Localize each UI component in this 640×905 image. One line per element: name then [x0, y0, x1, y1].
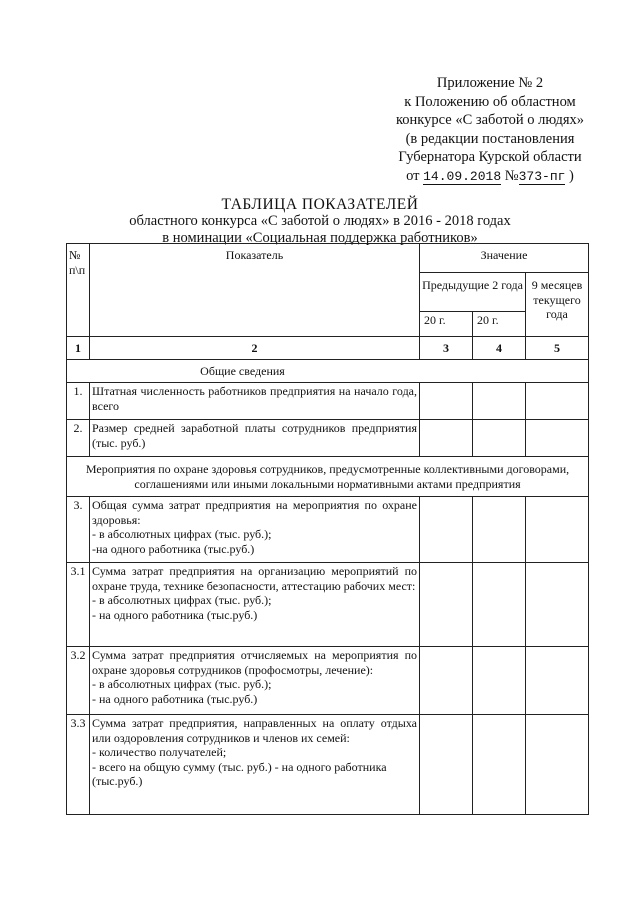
row-indicator-text: Сумма затрат предприятия на организацию мероприятий по охране труда, технике безопасности, аттестацию рабочих мест:: [92, 564, 417, 593]
row-indicator-sub-2: -на одного работника (тыс.руб.): [92, 541, 255, 556]
header-value: Значение: [420, 244, 589, 273]
value-cell: [526, 497, 589, 563]
header-previous-years: Предыдущие 2 года: [420, 273, 526, 312]
date-value: 14.09.2018: [423, 168, 502, 184]
row-indicator-text: Сумма затрат предприятия, направленных на оплату отдыха или оздоровления сотрудников и членов их семей:: [92, 716, 417, 745]
row-number: 3.2: [67, 647, 90, 715]
value-cell: [420, 420, 473, 457]
column-number-3: 3: [420, 337, 473, 360]
value-cell: [526, 715, 589, 815]
column-number-1: 1: [67, 337, 90, 360]
date-suffix: ): [569, 167, 574, 184]
row-indicator-sub-1: - в абсолютных цифрах (тыс. руб.);: [92, 677, 272, 691]
row-indicator-sub-2: - на одного работника (тыс.руб.): [92, 607, 258, 622]
value-cell: [473, 383, 526, 420]
value-cell: [473, 563, 526, 647]
row-indicator-sub-2: - на одного работника (тыс.руб.): [92, 691, 258, 706]
value-cell: [473, 497, 526, 563]
column-number-4: 4: [473, 337, 526, 360]
row-indicator: Размер средней заработной платы сотрудников предприятия (тыс. руб.): [90, 420, 420, 457]
section-health-measures: Мероприятия по охране здоровья сотрудников, предусмотренные коллективными договорами, соглашениями или иными локальными нормативными актами предприятия: [67, 457, 589, 497]
value-cell: [526, 563, 589, 647]
section-general-info-label: Общие сведения: [200, 363, 285, 378]
header-year-2: 20 г.: [473, 312, 526, 337]
column-number-2: 2: [90, 337, 420, 360]
appendix-line-5: Губернатора Курской области: [398, 149, 582, 165]
row-number: 3.3: [67, 715, 90, 815]
table-row: [67, 715, 589, 815]
value-cell: [473, 647, 526, 715]
appendix-line-2: к Положению об областном: [404, 93, 576, 110]
appendix-header: [370, 74, 610, 186]
column-number-5: 5: [526, 337, 589, 360]
value-cell: [526, 420, 589, 457]
table-row: [67, 383, 589, 420]
value-cell: [420, 383, 473, 420]
row-indicator: [90, 647, 420, 715]
header-year-1: 20 г.: [420, 312, 473, 337]
appendix-line-1: Приложение № 2: [436, 75, 544, 91]
value-cell: [526, 647, 589, 715]
title-line-1: ТАБЛИЦА ПОКАЗАТЕЛЕЙ: [221, 196, 419, 213]
date-prefix: от: [406, 167, 420, 184]
value-cell: [420, 715, 473, 815]
value-cell: [420, 647, 473, 715]
table-row: [67, 563, 589, 647]
document-title: [40, 196, 600, 247]
title-line-2: областного конкурса «С заботой о людях» в 2016 - 2018 годах: [129, 213, 511, 229]
number-value: 373-пг: [518, 168, 566, 184]
indicators-table: [66, 243, 589, 815]
row-number: 2.: [67, 420, 90, 457]
value-cell: [473, 715, 526, 815]
value-cell: [473, 420, 526, 457]
title-line-3: в номинации «Социальная поддержка работников»: [162, 230, 478, 246]
section-general-info: [67, 360, 589, 383]
table-row: [67, 420, 589, 457]
row-number: 1.: [67, 383, 90, 420]
row-indicator-sub-1: - в абсолютных цифрах (тыс. руб.);: [92, 593, 272, 607]
value-cell: [420, 497, 473, 563]
value-cell: [420, 563, 473, 647]
row-indicator: [90, 715, 420, 815]
table-row: [67, 497, 589, 563]
row-number: 3.: [67, 497, 90, 563]
appendix-date-line: [370, 167, 610, 187]
row-indicator: [90, 563, 420, 647]
header-nine-months: 9 месяцев текущего года: [526, 273, 589, 337]
table-row: [67, 647, 589, 715]
row-indicator-sub-1: - количество получателей;: [92, 745, 227, 759]
row-indicator-sub-2: - всего на общую сумму (тыс. руб.) - на одного работника (тыс.руб.): [92, 759, 387, 788]
row-indicator-text: Общая сумма затрат предприятия на мероприятия по охране здоровья:: [92, 498, 417, 527]
header-indicator: Показатель: [90, 244, 420, 337]
row-indicator: Штатная численность работников предприятия на начало года, всего: [90, 383, 420, 420]
appendix-line-4: (в редакции постановления: [405, 130, 575, 147]
number-prefix: №: [504, 167, 519, 184]
header-number: № п\п: [67, 244, 90, 337]
row-indicator: [90, 497, 420, 563]
row-number: 3.1: [67, 563, 90, 647]
appendix-line-3: конкурсе «С заботой о людях»: [395, 112, 584, 128]
row-indicator-text: Сумма затрат предприятия отчисляемых на мероприятия по охране здоровья сотрудников (профосмотры, лечение):: [92, 648, 417, 677]
row-indicator-sub-1: - в абсолютных цифрах (тыс. руб.);: [92, 527, 272, 541]
value-cell: [526, 383, 589, 420]
